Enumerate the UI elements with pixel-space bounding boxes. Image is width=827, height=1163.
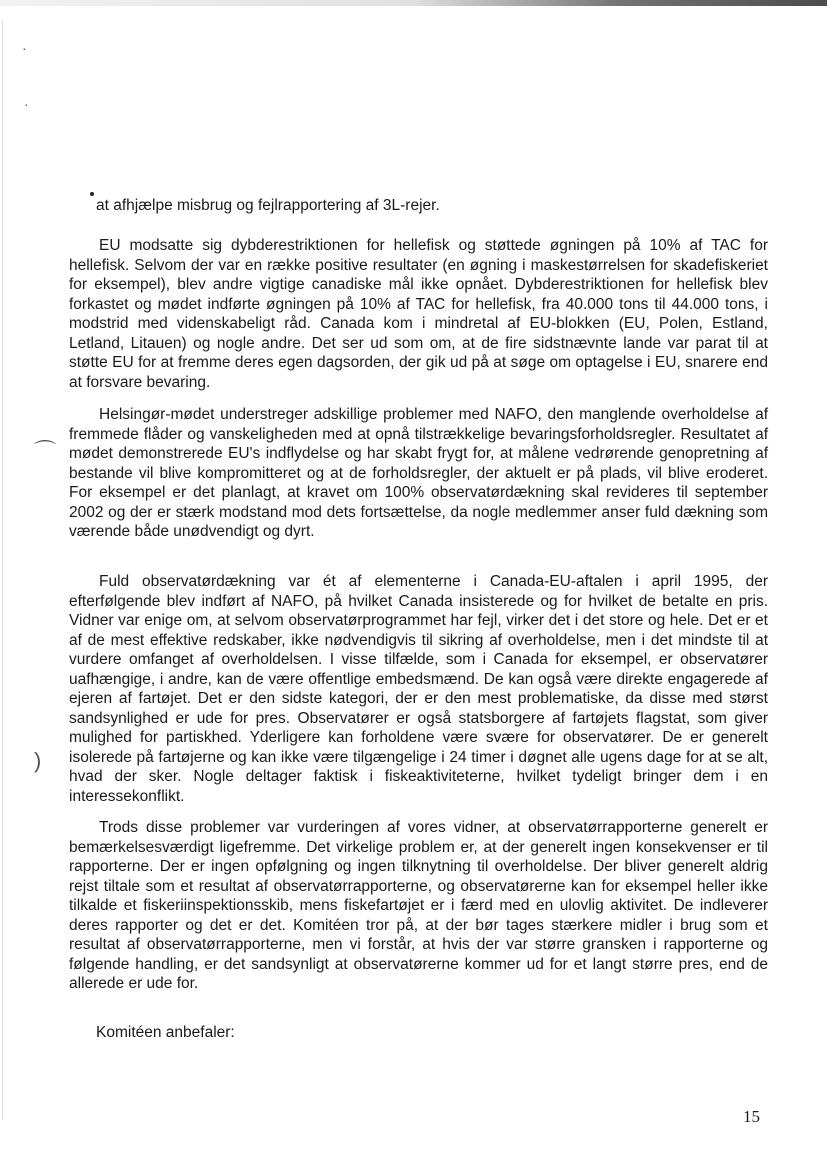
paragraph: Helsingør-mødet understreger adskillige problemer med NAFO, den manglende overholdelse af fremmede flåder og vanskeligheden med at opnå tilstrækkelige bevaringsforholdsregler. Resultatet af mødet demonstrerede EU's indflydelse og har skabt frygt for, at målene vedrørende genopretning af bestande vil blive kompromitteret og at de forholdsregler, der aktuelt er på plads, vil blive eroderet. For eksempel er det planlagt, at kravet om 100% observatørdækning skal revideres til september 2002 og der er stærk modstand mod dets fortsættelse, da nogle medlemmer anser fuld dækning som værende både unødvendigt og dyrt. <box>69 406 768 540</box>
bullet-item <box>96 196 440 216</box>
paragraph: Trods disse problemer var vurderingen af vores vidner, at observatørrapporterne generelt er bemærkelsesværdigt ligefremme. Det virkelige problem er, at der generelt ingen konsekvenser er til rapporterne. Der er ingen opfølgning og ingen tilknytning til overholdelse. Der bliver generelt aldrig rejst tiltale som et resultat af observatørrapporterne, og observatørerne kan for eksempel heller ikke tilkalde et fiskeriinspektionsskib, mens fiskefartøjet er i færd med en ulovlig aktivitet. De indleverer deres rapporter og det er det. Komitéen tror på, at der bør tages stærkere midler i brug som et resultat af observatørrapporterne, men vi forstår, at hvis der var større gransken i rapporterne og følgende handling, er det sandsynligt at observatørerne kommer ud for et langt større pres, end de allerede er ude for. <box>69 819 768 992</box>
scan-bracket-mark: ⌒ <box>34 439 57 464</box>
scan-bracket-mark: ) <box>34 748 42 773</box>
bullet-text: at afhjælpe misbrug og fejlrapportering af 3L-rejer. <box>96 197 440 214</box>
bullet-icon <box>90 192 94 196</box>
paragraph: Fuld observatørdækning var ét af elementerne i Canada-EU-aftalen i april 1995, der efterfølgende blev indført af NAFO, på hvilket Canada insisterede og for hvilket de betalte en pris. Vidner var enige om, at selvom observatørprogrammet har fejl, virker det i det store og hele. Det er et af de mest effektive redskaber, ikke nødvendigvis til sikring af overholdelse, men i det mindste til at vurdere omfanget af overholdelsen. I visse tilfælde, som i Canada for eksempel, er observatører uafhængige, i andre, kan de være offentlige embedsmænd. De kan også være direkte engagerede af ejeren af fartøjet. Det er den sidste kategori, der er den mest problematiske, da disse med størst sandsynlighed er ude for pres. Observatører er også statsborgere af fartøjets flagstat, som giver mulighed for partiskhed. Yderligere kan forholdene være svære for observatører. De er generelt isolerede på fartøjerne og kan ikke være tilgængelige i 24 timer i døgnet alle ugens dage for at se alt, hvad der sker. Nogle deltager faktisk i fiskeaktiviteterne, hvilket tydeligt bringer dem i en interessekonflikt. <box>69 573 768 805</box>
scan-speck: · <box>22 40 27 56</box>
page-number: 15 <box>743 1107 760 1126</box>
scan-speck: · <box>24 96 29 112</box>
closing-heading: Komitéen anbefaler: <box>96 1024 235 1041</box>
paragraph: EU modsatte sig dybderestriktionen for hellefisk og støttede øgningen på 10% af TAC for hellefisk. Selvom der var en række positive resultater (en øgning i maskestørrelsen for skadefiskeriet for eksempel), blev andre vigtige canadiske mål ikke opnået. Dybderestriktionen for hellefisk blev forkastet og mødet indførte øgningen på 10% af TAC for hellefisk, fra 40.000 tons til 44.000 tons, i modstrid med videnskabeligt råd. Canada kom i mindretal af EU-blokken (EU, Polen, Estland, Letland, Litauen) og nogle andre. Det ser ud som om, at de fire sidstnævnte lande var parat til at støtte EU for at fremme deres egen dagsorden, der gik ud på at søge om optagelse i EU, snarere end at forsvare bevaring. <box>69 237 768 391</box>
